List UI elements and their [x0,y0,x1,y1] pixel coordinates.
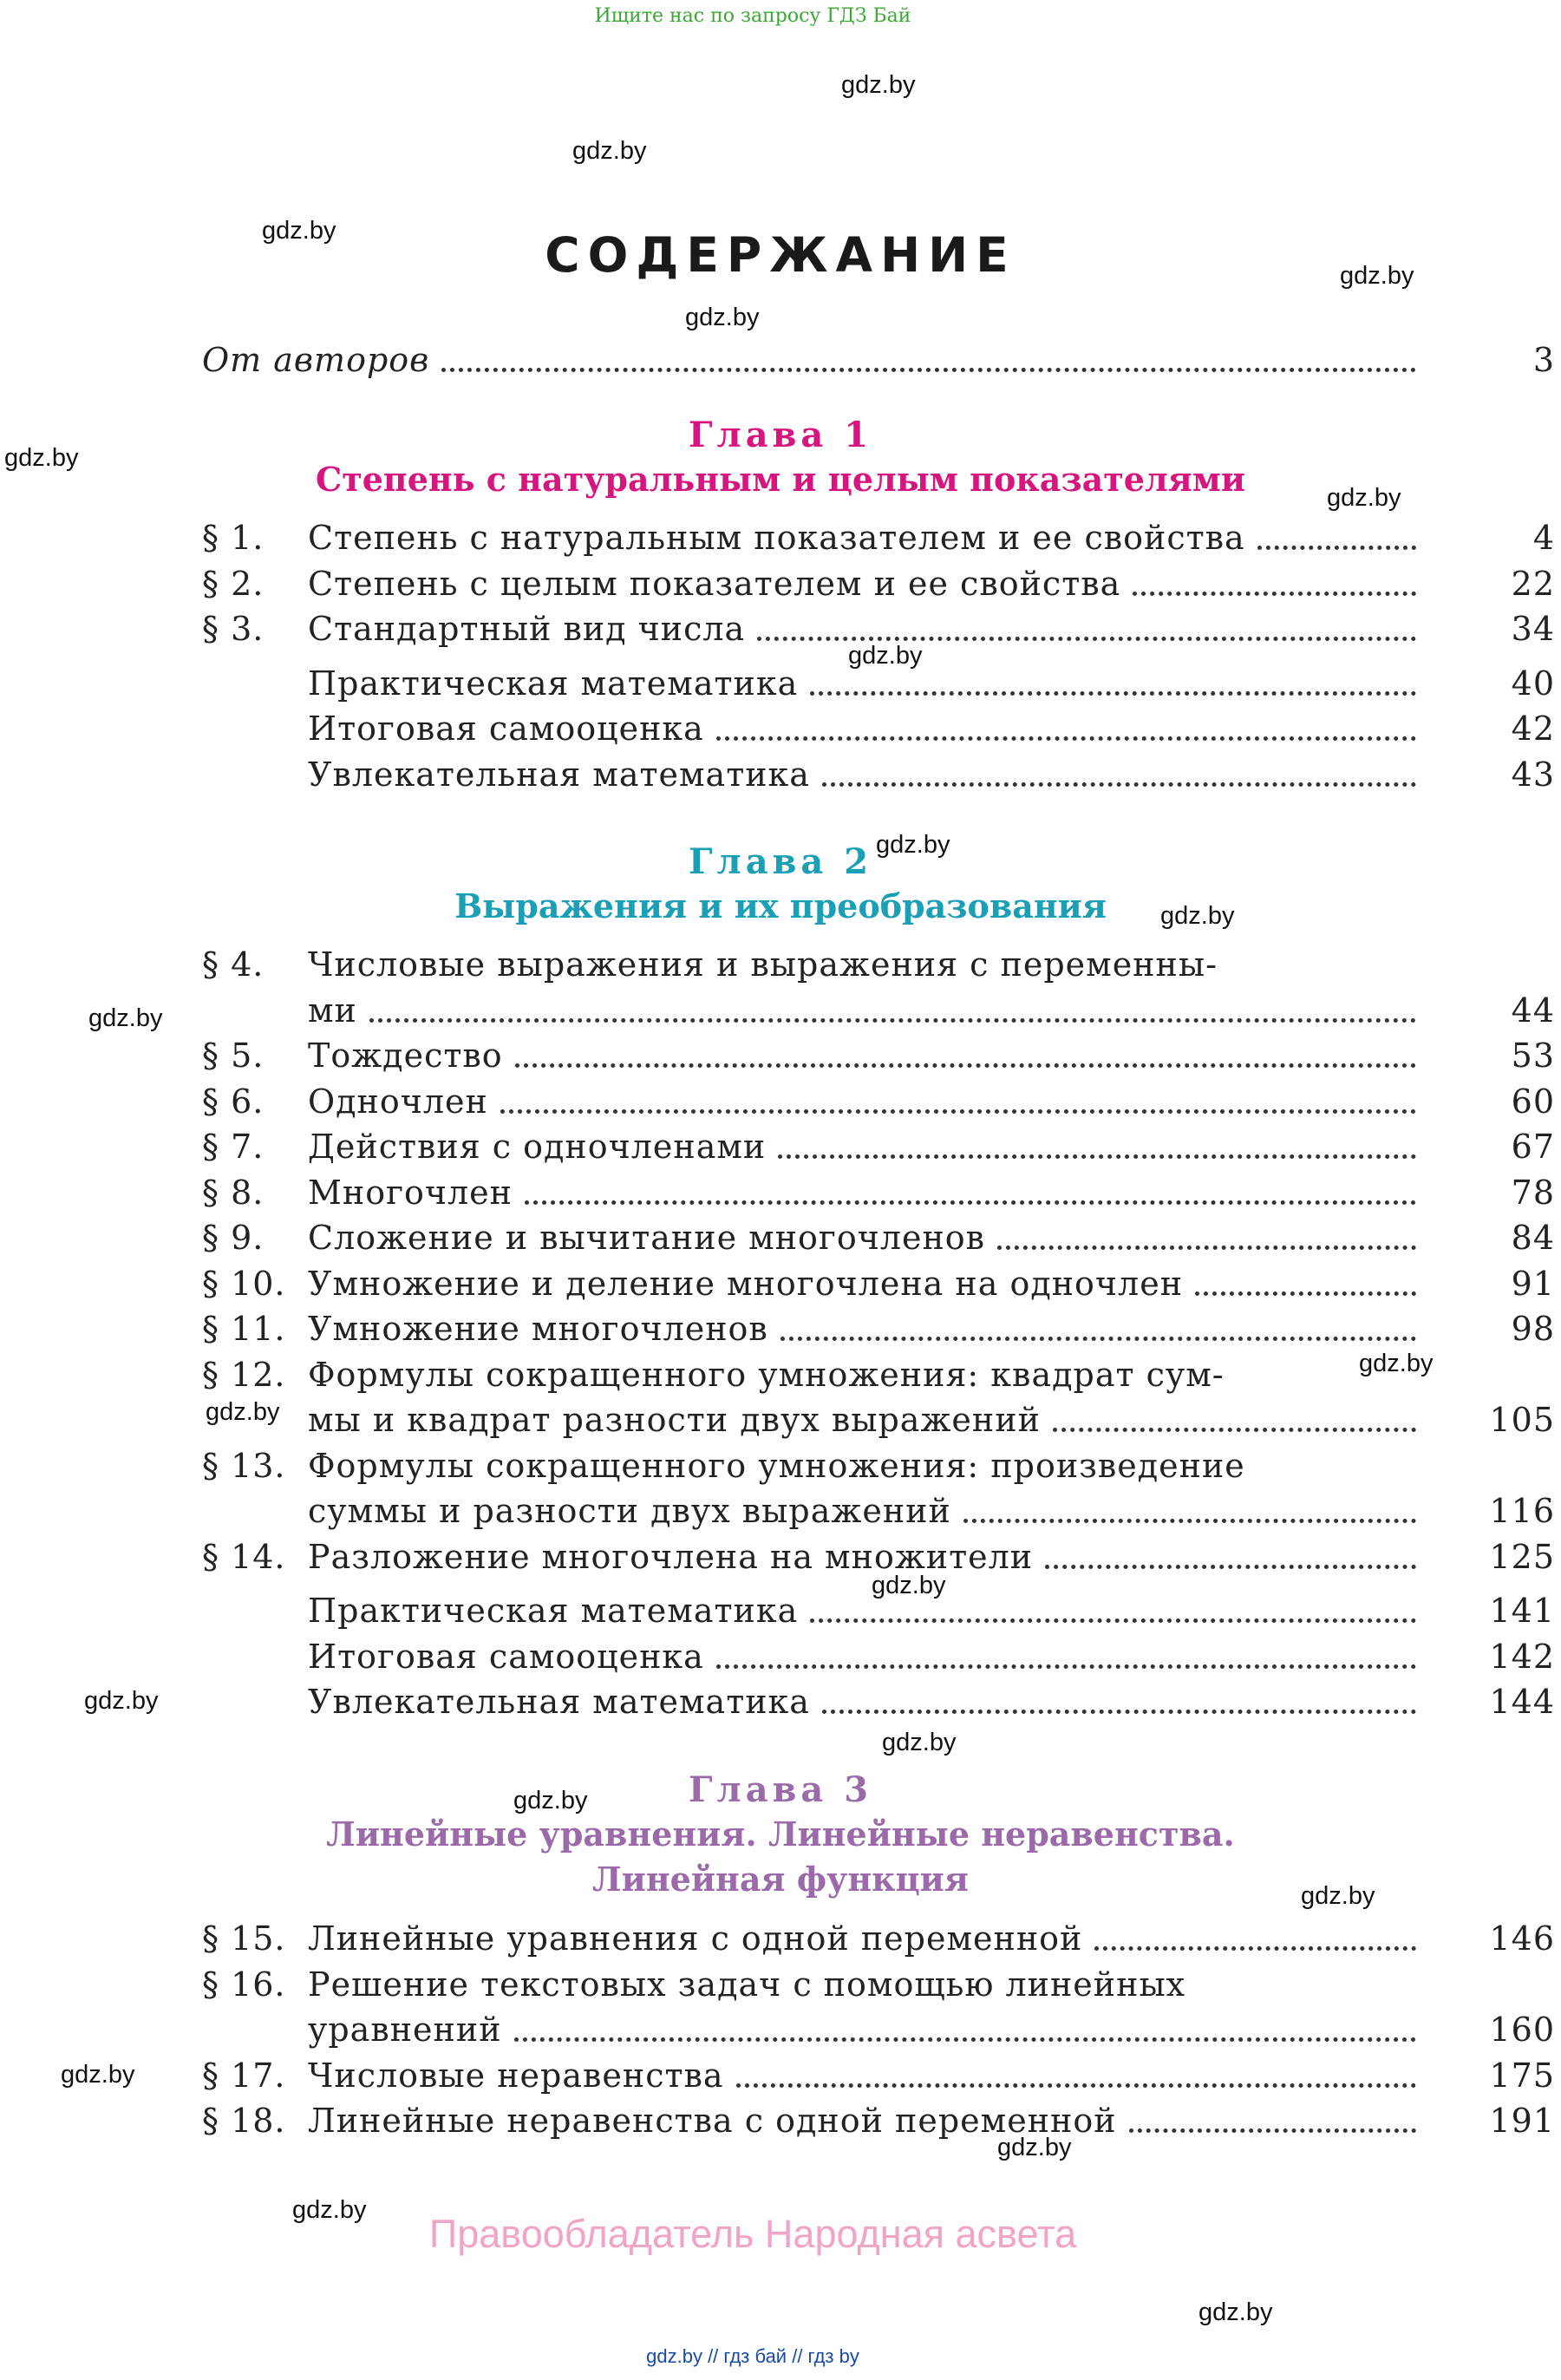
toc-page-number: 43 [1511,755,1555,794]
top-search-note: Ищите нас по запросу ГДЗ Бай [594,5,911,27]
toc-entry-text-continued: суммы и разности двух выражений [308,1492,951,1530]
toc-page-number: 116 [1489,1492,1555,1530]
toc-page-number: 91 [1511,1264,1555,1303]
toc-dot-leader [778,1151,1416,1159]
toc-paragraph-number: § 13. [202,1446,286,1485]
watermark-gdz: gdz.by [848,642,923,670]
toc-dot-leader [1133,588,1416,596]
toc-entry-text: Итоговая самооценка [308,1637,704,1676]
toc-entry-text: Линейные неравенства с одной переменной [308,2102,1117,2140]
toc-row-paragraph[interactable] [202,1034,1555,1077]
watermark-gdz: gdz.by [1359,1350,1434,1377]
toc-dot-leader [810,688,1416,696]
toc-entry-text: Степень с натуральным показателем и ее свойства [308,519,1245,557]
toc-dot-leader [736,2080,1416,2088]
toc-dot-leader [780,1333,1416,1341]
toc-entry-text: Многочлен [308,1173,513,1212]
toc-page-number: 67 [1511,1128,1555,1166]
toc-entry-text: Одночлен [308,1082,488,1121]
toc-dot-leader [1257,542,1416,550]
toc-paragraph-number: § 10. [202,1264,286,1303]
toc-entry-text: Формулы сокращенного умножения: произведение [308,1446,1245,1485]
toc-dot-leader [514,2034,1416,2042]
toc-entry-text: Тождество [308,1036,503,1075]
watermark-gdz: gdz.by [997,2134,1072,2161]
toc-dot-leader [757,633,1416,641]
toc-dot-leader [1129,2125,1416,2133]
toc-dot-leader [369,1015,1416,1023]
toc-entry-text: Практическая математика [308,664,799,703]
toc-entry-text: Сложение и вычитание многочленов [308,1219,986,1257]
watermark-gdz: gdz.by [84,1687,159,1715]
toc-paragraph-number: § 9. [202,1219,265,1257]
toc-page-number: 3 [1532,341,1555,379]
watermark-gdz: gdz.by [841,71,916,99]
toc-entry-text: Увлекательная математика [308,755,810,794]
toc-row-paragraph[interactable] [202,1917,1555,1960]
bottom-links[interactable]: gdz.by // гдз бай // гдз by [646,2345,859,2367]
toc-entry-text: Числовые выражения и выражения с переменны- [308,945,1218,984]
toc-page-number: 175 [1489,2056,1555,2095]
chapter-title: Выражения и их преобразования [454,886,1107,925]
toc-paragraph-number: § 7. [202,1128,265,1166]
watermark-gdz: gdz.by [1327,484,1401,512]
watermark-gdz: gdz.by [88,1004,163,1032]
toc-dot-leader [1195,1288,1416,1296]
toc-paragraph-number: § 2. [202,564,265,603]
chapter-title: Степень с натуральным и целым показателями [315,460,1246,499]
toc-page-number: 191 [1489,2102,1555,2140]
toc-page-number: 60 [1511,1082,1555,1121]
toc-row-section[interactable] [202,1635,1555,1678]
toc-entry-text: Стандартный вид числа [308,610,746,648]
toc-row-paragraph[interactable] [202,1171,1555,1214]
toc-entry-text: Практическая математика [308,1592,799,1630]
toc-entry-text: Решение текстовых задач с помощью линейных [308,1965,1186,2004]
toc-entry-text: Разложение многочлена на множители [308,1537,1034,1576]
toc-row-continuation[interactable] [202,2008,1555,2051]
toc-paragraph-number: § 3. [202,610,265,648]
toc-entry-text-continued: уравнений [308,2011,502,2049]
toc-paragraph-number: § 5. [202,1036,265,1075]
toc-paragraph-number: § 11. [202,1310,286,1348]
toc-dot-leader [963,1515,1416,1523]
toc-dot-leader [441,364,1416,372]
toc-entry-text-continued: ми [308,991,357,1030]
toc-intro-text: От авторов [202,341,430,379]
toc-row-continuation[interactable] [202,989,1555,1032]
watermark-gdz: gdz.by [1199,2298,1273,2326]
toc-page-number: 141 [1489,1592,1555,1630]
toc-row-paragraph[interactable] [202,1216,1555,1259]
toc-page-number: 142 [1489,1637,1555,1676]
toc-dot-leader [1094,1943,1416,1951]
watermark-gdz: gdz.by [1160,902,1235,930]
toc-entry-text: Действия с одночленами [308,1128,767,1166]
toc-entry-text: Увлекательная математика [308,1683,810,1721]
toc-row-intro [202,338,1555,382]
toc-paragraph-number: § 15. [202,1919,286,1958]
toc-row-paragraph[interactable] [202,1125,1555,1168]
toc-paragraph-number: § 4. [202,945,265,984]
chapter-title-line2: Линейная функция [592,1860,969,1899]
toc-row-section[interactable] [202,1680,1555,1723]
toc-entry-text: Линейные уравнения с одной переменной [308,1919,1083,1958]
toc-dot-leader [997,1242,1416,1250]
toc-row-paragraph[interactable] [202,1307,1555,1350]
watermark-gdz: gdz.by [1340,262,1414,290]
toc-paragraph-number: § 16. [202,1965,286,2004]
toc-entry-text: Числовые неравенства [308,2056,724,2095]
toc-entry-text: Степень с целым показателем и ее свойства [308,564,1121,603]
toc-dot-leader [822,779,1416,787]
watermark-gdz: gdz.by [292,2196,367,2224]
toc-entry-text-continued: мы и квадрат разности двух выражений [308,1401,1041,1439]
toc-page-number: 40 [1511,664,1555,703]
toc-row-continuation[interactable] [202,1398,1555,1442]
toc-page-number: 144 [1489,1683,1555,1721]
page-title: СОДЕРЖАНИЕ [545,227,1016,283]
toc-dot-leader [500,1106,1416,1114]
chapter-number: Глава 1 [688,415,873,455]
toc-entry-text: Умножение многочленов [308,1310,768,1348]
toc-page-number: 105 [1489,1401,1555,1439]
toc-row-paragraph[interactable] [202,1535,1555,1579]
watermark-gdz: gdz.by [262,217,336,245]
toc-row-paragraph[interactable] [202,607,1555,651]
chapter-number: Глава 2 [688,841,873,882]
toc-row-paragraph[interactable] [202,562,1555,605]
toc-dot-leader [525,1197,1416,1205]
toc-dot-leader [515,1060,1416,1068]
watermark-gdz: gdz.by [206,1398,280,1426]
toc-paragraph-number: § 6. [202,1082,265,1121]
toc-paragraph-number: § 12. [202,1355,286,1394]
toc-page-number: 125 [1489,1537,1555,1576]
chapter-number: Глава 3 [688,1769,873,1810]
toc-paragraph-number: § 1. [202,519,265,557]
watermark-gdz: gdz.by [1301,1882,1375,1910]
toc-dot-leader [1045,1561,1416,1569]
toc-dot-leader [822,1706,1416,1714]
watermark-gdz: gdz.by [572,137,647,165]
copyright-holder: Правообладатель Народная асвета [428,2212,1077,2256]
toc-row-continuation[interactable] [202,1489,1555,1533]
watermark-gdz: gdz.by [685,304,760,331]
toc-entry-text: Умножение и деление многочлена на одночлен [308,1264,1184,1303]
toc-page-number: 4 [1532,519,1555,557]
toc-page-number: 98 [1511,1310,1555,1348]
toc-dot-leader [1053,1424,1416,1432]
toc-row-section[interactable] [202,753,1555,796]
toc-paragraph-number: § 8. [202,1173,265,1212]
toc-row-section[interactable] [202,662,1555,705]
toc-page-number: 160 [1489,2011,1555,2049]
toc-row-paragraph[interactable] [202,1353,1355,1396]
toc-page-number: 78 [1511,1173,1555,1212]
toc-dot-leader [810,1615,1416,1623]
toc-page-number: 44 [1511,991,1555,1030]
toc-row-section[interactable] [202,707,1555,750]
watermark-gdz: gdz.by [513,1787,588,1814]
toc-page-number: 146 [1489,1919,1555,1958]
watermark-gdz: gdz.by [4,444,79,472]
toc-row-paragraph[interactable] [202,1080,1555,1123]
toc-page-number: 42 [1511,709,1555,748]
toc-row-section[interactable] [202,1589,1555,1632]
toc-page-number: 34 [1511,610,1555,648]
toc-row-paragraph[interactable] [202,2054,1555,2097]
toc-paragraph-number: § 18. [202,2102,286,2140]
toc-paragraph-number: § 14. [202,1537,286,1576]
toc-page-number: 84 [1511,1219,1555,1257]
chapter-title: Линейные уравнения. Линейные неравенства. [326,1814,1235,1854]
toc-row-paragraph[interactable] [202,1262,1555,1305]
toc-entry-text: Итоговая самооценка [308,709,704,748]
toc-dot-leader [716,1661,1416,1669]
watermark-gdz: gdz.by [882,1729,957,1756]
toc-row-paragraph[interactable] [202,2099,1555,2142]
toc-row-paragraph[interactable] [202,516,1555,559]
watermark-gdz: gdz.by [876,831,950,859]
toc-row-paragraph[interactable] [202,1963,1355,2006]
toc-page-number: 22 [1511,564,1555,603]
toc-row-paragraph[interactable] [202,1444,1355,1488]
watermark-gdz: gdz.by [61,2061,135,2089]
toc-page-number: 53 [1511,1036,1555,1075]
watermark-gdz: gdz.by [872,1572,946,1599]
toc-paragraph-number: § 17. [202,2056,286,2095]
toc-dot-leader [716,733,1416,741]
toc-entry-text: Формулы сокращенного умножения: квадрат сум- [308,1355,1225,1394]
toc-row-paragraph[interactable] [202,943,1355,986]
